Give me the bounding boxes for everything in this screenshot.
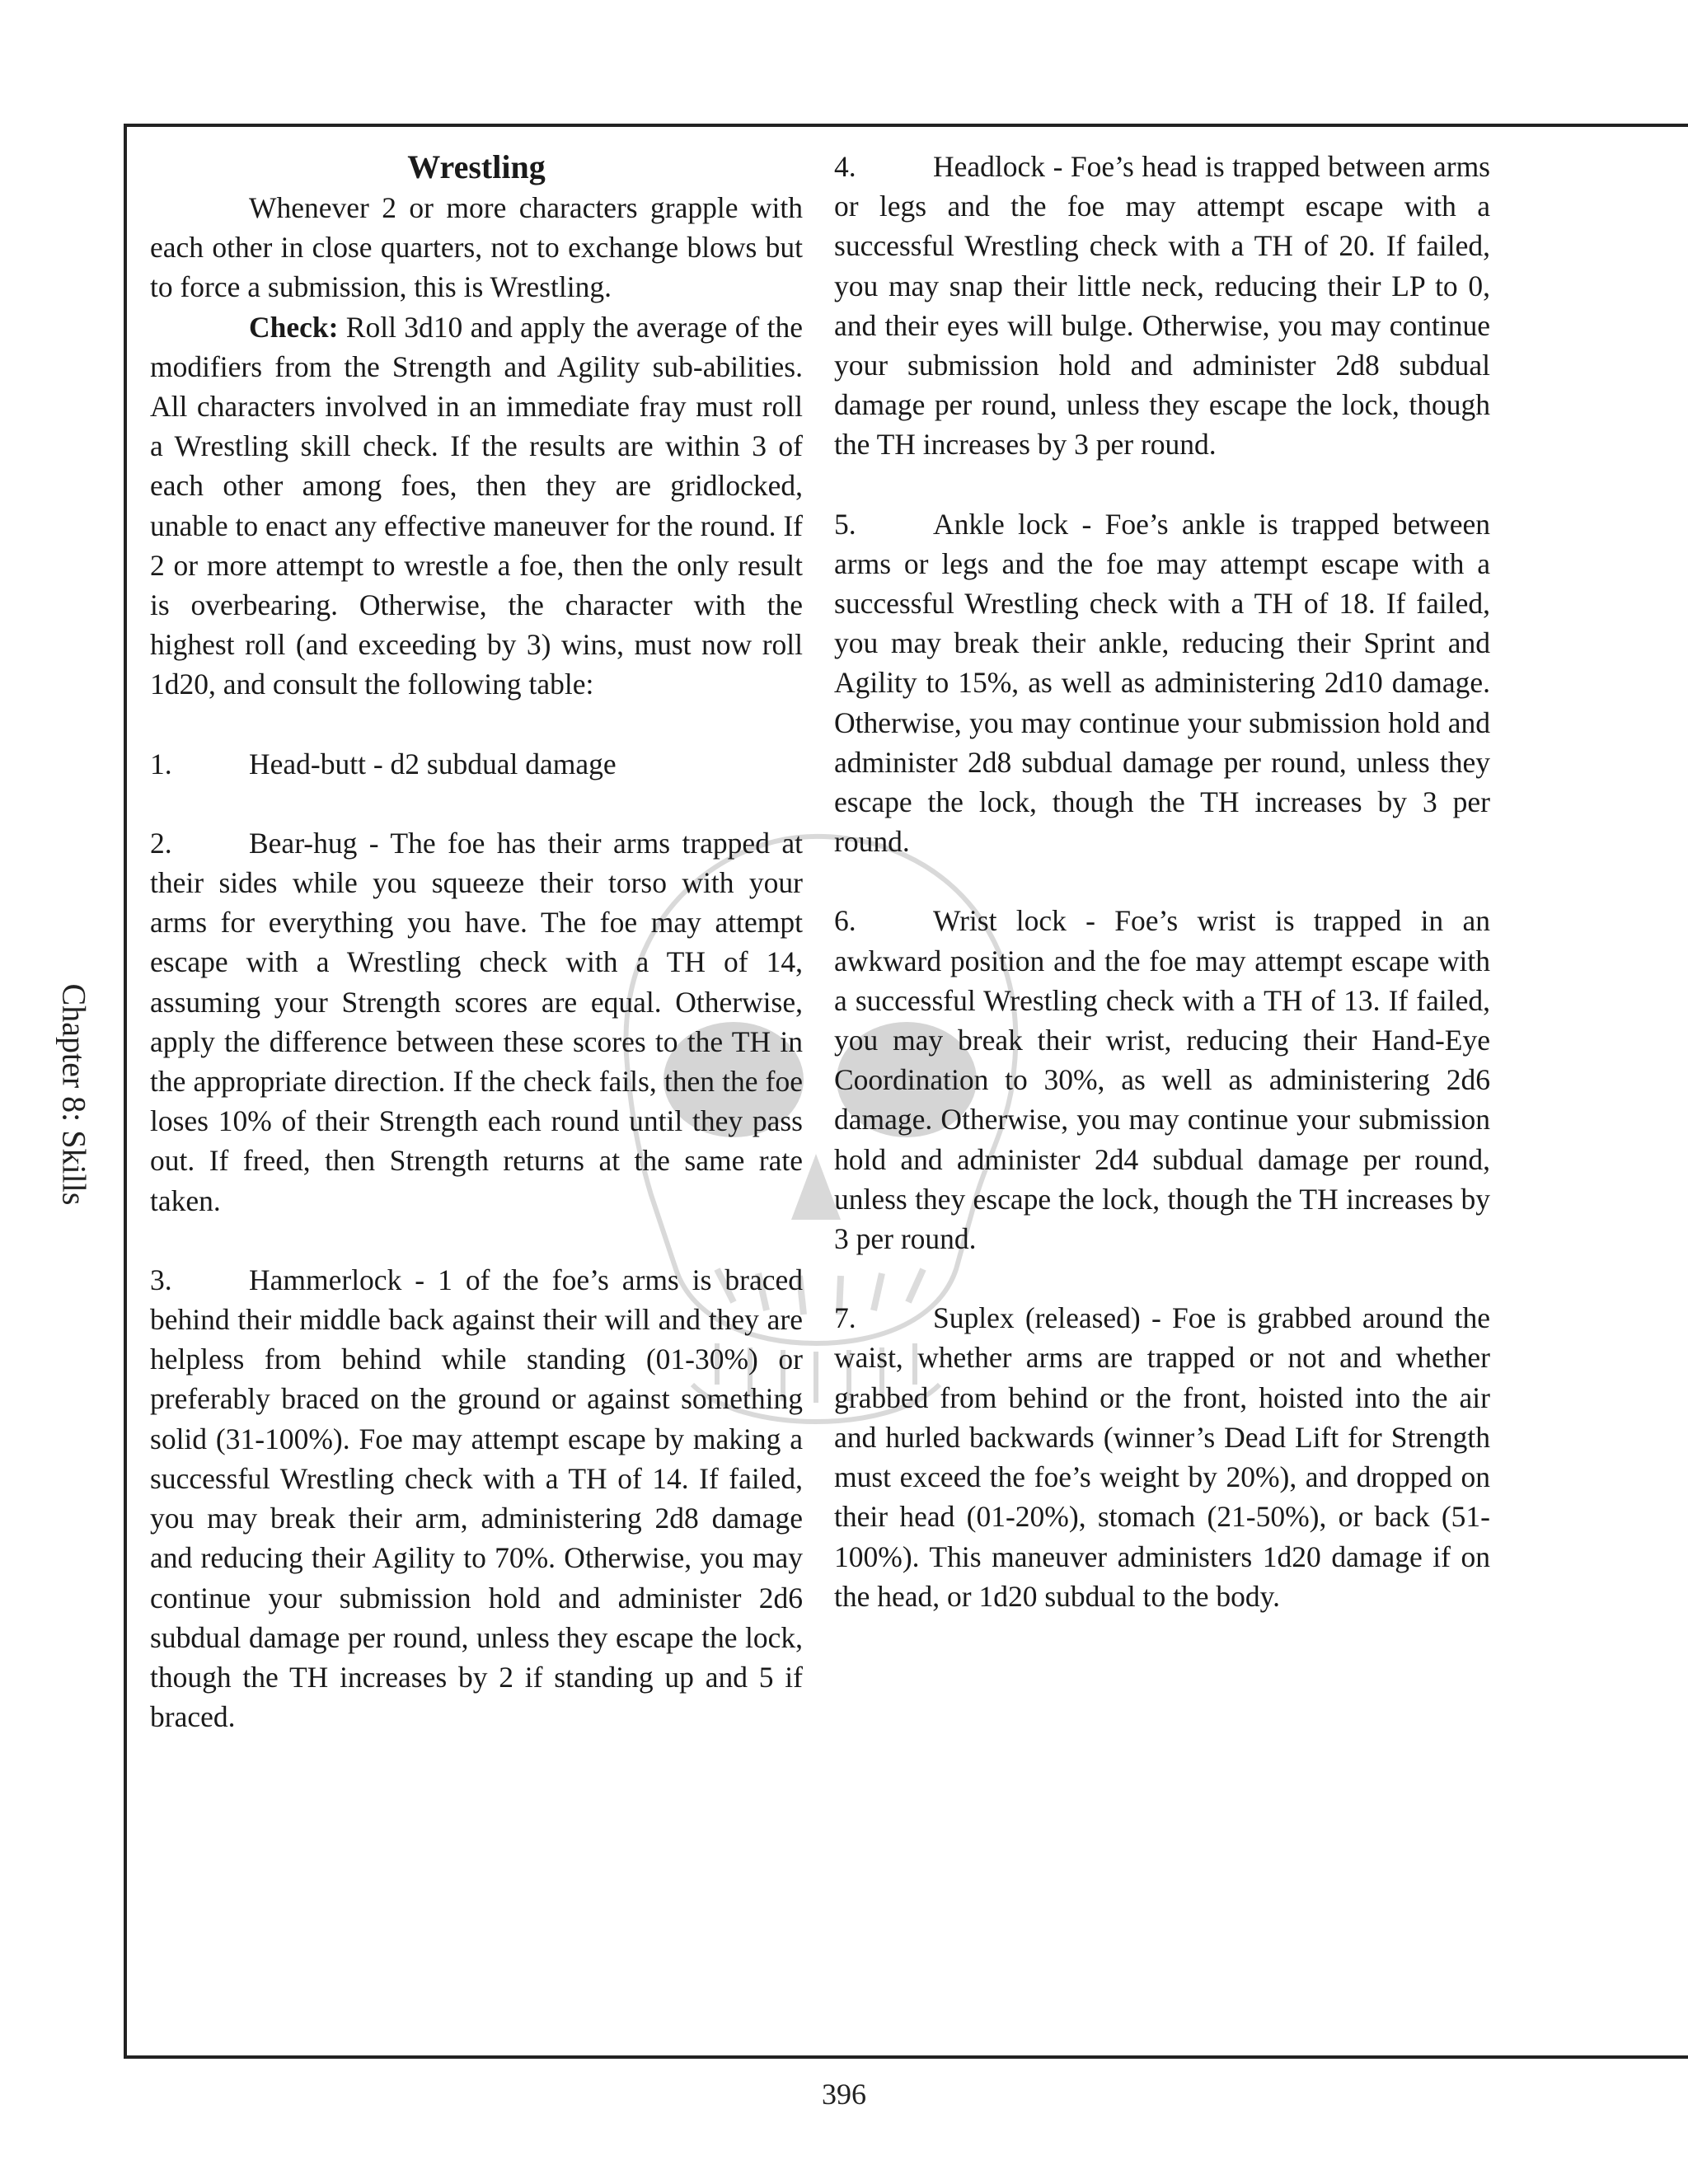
page-number: 396 [822, 2078, 866, 2111]
left-column [150, 147, 803, 1736]
item-number: 3. [150, 1263, 172, 1296]
item-number: 2. [150, 826, 172, 860]
list-item [150, 823, 803, 1221]
item-number: 4. [834, 150, 856, 183]
list-item [150, 1260, 803, 1736]
chapter-tab-label: Chapter 8: Skills [55, 983, 93, 1206]
item-text: Headlock - Foe’s head is trapped between arms or legs and the foe may attempt escape with a successful Wrestling check with a TH of 20. If failed, you may snap their little neck, reducing their LP to 0, and their eyes will bulge. Otherwise, you may continue your submission hold and administer 2d8 subdual damage per round, unless they escape the lock, though the TH increases by 3 per round. [834, 150, 1490, 462]
list-item [834, 1298, 1490, 1616]
right-column [834, 147, 1490, 1616]
item-text: Suplex (released) - Foe is grabbed around the waist, whether arms are trapped or not and whether grabbed from behind or the front, hoisted into the air and hurled backwards (winner’s Dead Lift for Strength must exceed the foe’s weight by 20%), and dropped on their head (01-20%), stomach (21-50%), or back (51-100%). This maneuver administers 1d20 damage if on the head, or 1d20 subdual to the body. [834, 1301, 1490, 1613]
check-label: Check: [249, 310, 339, 344]
page-frame-left [124, 124, 127, 2059]
item-number: 7. [834, 1301, 856, 1335]
item-text: Hammerlock - 1 of the foe’s arms is braced behind their middle back against their will and they are helpless from behind while standing (01-30%) or preferably braced on the ground or against something solid (31-100%). Foe may attempt escape by making a successful Wrestling check with a TH of 14. If failed, you may break their arm, administering 2d8 damage and reducing their Agility to 70%. Otherwise, you may continue your submission hold and administer 2d6 subdual damage per round, unless they escape the lock, though the TH increases by 2 if standing up and 5 if braced. [150, 1263, 803, 1734]
page-frame-top [124, 124, 1688, 127]
item-text: Ankle lock - Foe’s ankle is trapped between arms or legs and the foe may attempt escape with a successful Wrestling check with a TH of 18. If failed, you may break their ankle, reducing their Sprint and Agility to 15%, as well as administering 2d10 damage. Otherwise, you may continue your submission hold and administer 2d8 subdual damage per round, unless they escape the lock, though the TH increases by 3 per round. [834, 507, 1490, 859]
item-text: Bear-hug - The foe has their arms trapped at their sides while you squeeze their torso with your arms for everything you have. The foe may attempt escape with a Wrestling check with a TH of 14, assuming your Strength scores are equal. Otherwise, apply the difference between these scores to the TH in the appropriate direction. If the check fails, then the foe loses 10% of their Strength each round until they pass out. If freed, then Strength returns at the same rate taken. [150, 826, 803, 1217]
page-frame-bottom [124, 2055, 1688, 2059]
item-number: 6. [834, 904, 856, 938]
item-number: 1. [150, 747, 172, 780]
list-item [834, 901, 1490, 1258]
item-text: Wrist lock - Foe’s wrist is trapped in an awkward position and the foe may attempt escape with a successful Wrestling check with a TH of 13. If failed, you may break their wrist, reducing their Hand-Eye Coordination to 30%, as well as administering 2d6 damage. Otherwise, you may continue your submission hold and administer 2d4 subdual damage per round, unless they escape the lock, though the TH increases by 3 per round. [834, 904, 1490, 1256]
item-text: Head-butt - d2 subdual damage [249, 747, 617, 780]
list-item [834, 147, 1490, 465]
check-text: Roll 3d10 and apply the average of the modifiers from the Strength and Agility sub-abilities. All characters involved in an immediate fray must roll a Wrestling skill check. If the results are within 3 of each other among foes, then they are gridlocked, unable to enact any effective maneuver for the round. If 2 or more attempt to wrestle a foe, then the only result is overbearing. Otherwise, the character with the highest roll (and exceeding by 3) wins, must now roll 1d20, and consult the following table: [150, 310, 803, 701]
list-item [150, 744, 803, 784]
section-title: Wrestling [407, 148, 546, 185]
chapter-tab [41, 958, 107, 1230]
list-item [834, 504, 1490, 862]
item-number: 5. [834, 507, 856, 541]
check-paragraph [150, 307, 803, 705]
intro-paragraph: Whenever 2 or more characters grapple with each other in close quarters, not to exchange blows but to force a submission, this is Wrestling. [150, 191, 803, 304]
